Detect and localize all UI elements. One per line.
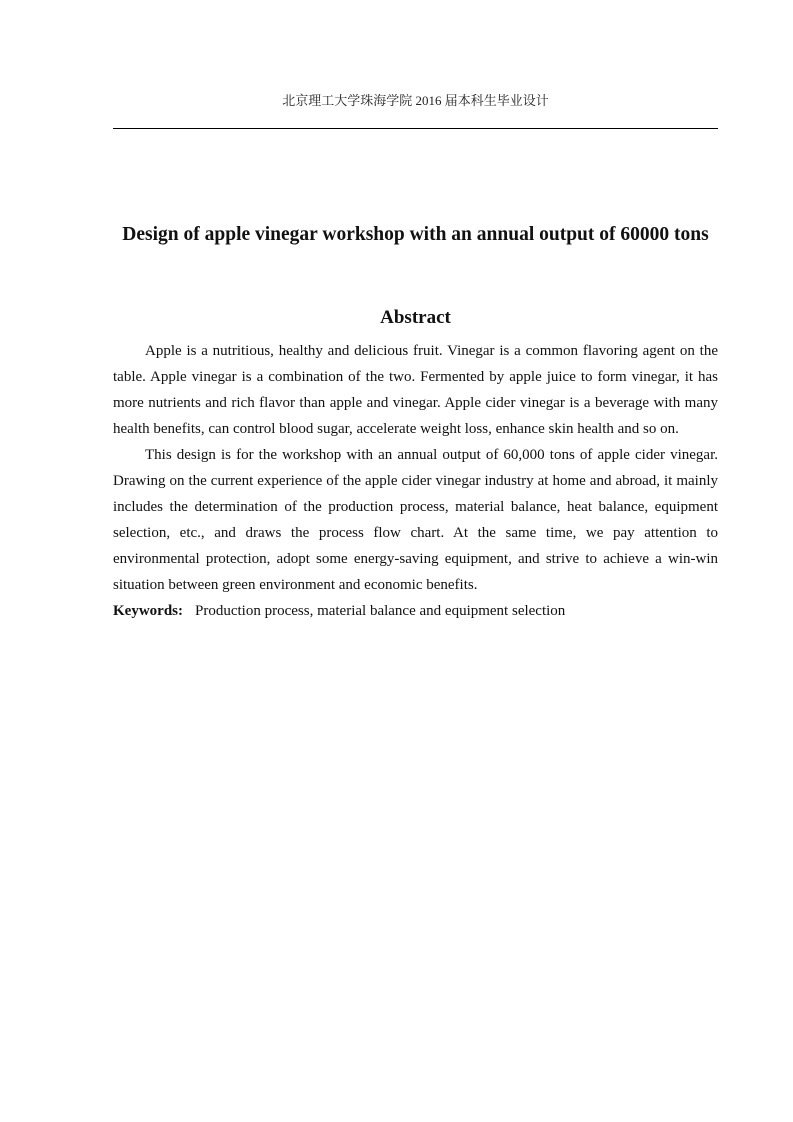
keywords-label: Keywords:	[113, 603, 183, 619]
abstract-paragraph-2: This design is for the workshop with an annual output of 60,000 tons of apple cider vinegar. Drawing on the current experience of the apple cider vinegar industry at home and abroad, it mainly includes the determination of the production process, material balance, heat balance, equipment selection, etc., and draws the process flow chart. At the same time, we pay attention to environmental protection, adopt some energy-saving equipment, and strive to achieve a win-win situation between green environment and economic benefits.	[113, 447, 718, 593]
keywords-line	[113, 598, 718, 624]
page-header: 北京理工大学珠海学院 2016 届本科生毕业设计	[282, 93, 549, 108]
keywords-text: Production process, material balance and equipment selection	[195, 603, 566, 619]
header-divider	[113, 128, 718, 129]
abstract-paragraph-1: Apple is a nutritious, healthy and delicious fruit. Vinegar is a common flavoring agent on the table. Apple vinegar is a combination of the two. Fermented by apple juice to form vinegar, it has more nutrients and rich flavor than apple and vinegar. Apple cider vinegar is a beverage with many health benefits, can control blood sugar, accelerate weight loss, enhance skin health and so on.	[113, 343, 718, 437]
document-title: Design of apple vinegar workshop with an annual output of 60000 tons	[122, 224, 709, 245]
abstract-body	[113, 338, 718, 624]
abstract-heading: Abstract	[380, 307, 451, 328]
